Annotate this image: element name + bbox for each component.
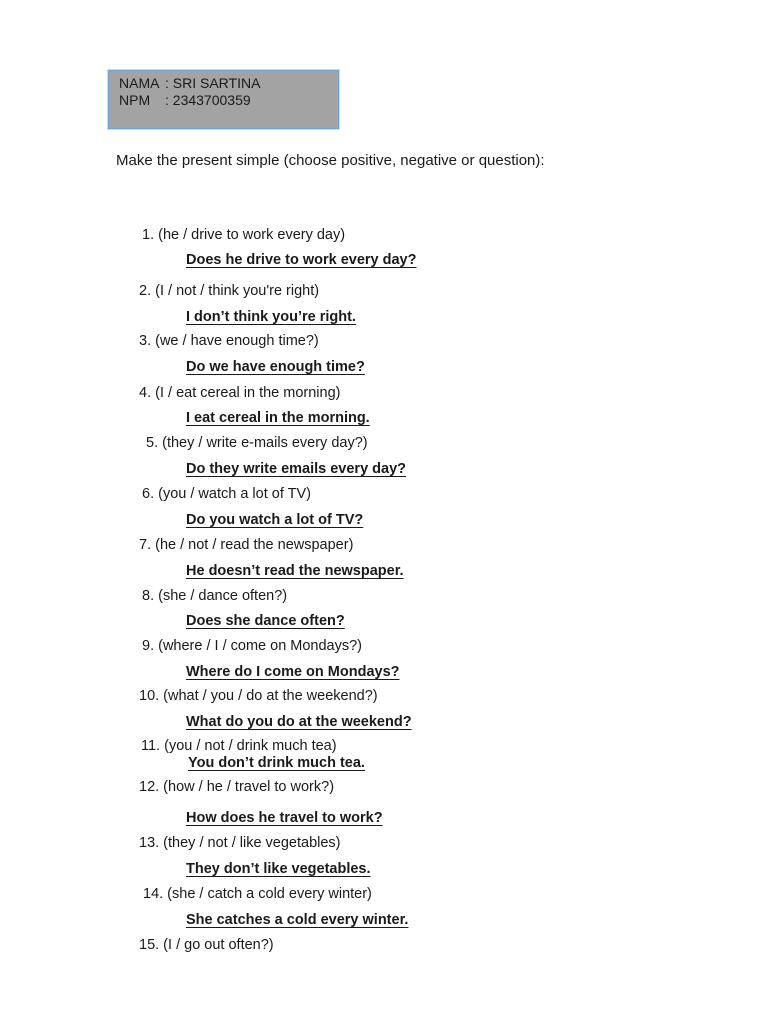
exercise-prompt: 10. (what / you / do at the weekend?) xyxy=(139,688,378,704)
exercise-prompt: 7. (he / not / read the newspaper) xyxy=(139,537,354,553)
exercise-answer: You don’t drink much tea. xyxy=(188,755,365,771)
exercise-prompt: 13. (they / not / like vegetables) xyxy=(139,835,341,851)
exercise-prompt: 8. (she / dance often?) xyxy=(142,588,288,604)
exercise-prompt: 14. (she / catch a cold every winter) xyxy=(143,886,372,902)
nama-value: : SRI SARTINA xyxy=(165,75,261,91)
instruction-text: Make the present simple (choose positive, negative or question): xyxy=(116,152,545,169)
exercise-answer: They don’t like vegetables. xyxy=(186,861,371,877)
exercise-prompt: 1. (he / drive to work every day) xyxy=(142,227,346,243)
exercise-answer: Does she dance often? xyxy=(186,613,345,629)
nama-row xyxy=(119,75,338,92)
exercise-prompt: 9. (where / I / come on Mondays?) xyxy=(142,638,363,654)
exercise-prompt: 15. (I / go out often?) xyxy=(139,937,274,953)
exercise-prompt: 3. (we / have enough time?) xyxy=(139,333,319,349)
exercise-prompt: 6. (you / watch a lot of TV) xyxy=(142,486,311,502)
student-info-box xyxy=(108,70,339,129)
exercise-answer: Do they write emails every day? xyxy=(186,461,407,477)
exercise-answer: What do you do at the weekend? xyxy=(186,714,412,730)
exercise-answer: How does he travel to work? xyxy=(186,810,383,826)
exercise-prompt: 4. (I / eat cereal in the morning) xyxy=(139,385,341,401)
exercise-prompt: 11. (you / not / drink much tea) xyxy=(141,738,337,754)
exercise-answer: I don’t think you’re right. xyxy=(186,309,356,325)
exercise-answer: Where do I come on Mondays? xyxy=(186,664,400,680)
exercise-prompt: 12. (how / he / travel to work?) xyxy=(139,779,335,795)
npm-label: NPM xyxy=(119,92,151,108)
npm-value: : 2343700359 xyxy=(165,92,251,108)
exercise-answer: Does he drive to work every day? xyxy=(186,252,417,268)
exercise-prompt: 2. (I / not / think you're right) xyxy=(139,283,320,299)
nama-label: NAMA xyxy=(119,75,160,91)
exercise-answer: I eat cereal in the morning. xyxy=(186,410,370,426)
exercise-answer: Do you watch a lot of TV? xyxy=(186,512,364,528)
exercise-answer: Do we have enough time? xyxy=(186,359,365,375)
exercise-answer: He doesn’t read the newspaper. xyxy=(186,563,404,579)
exercise-prompt: 5. (they / write e-mails every day?) xyxy=(146,435,368,451)
exercise-answer: She catches a cold every winter. xyxy=(186,912,409,928)
npm-row xyxy=(119,92,338,109)
